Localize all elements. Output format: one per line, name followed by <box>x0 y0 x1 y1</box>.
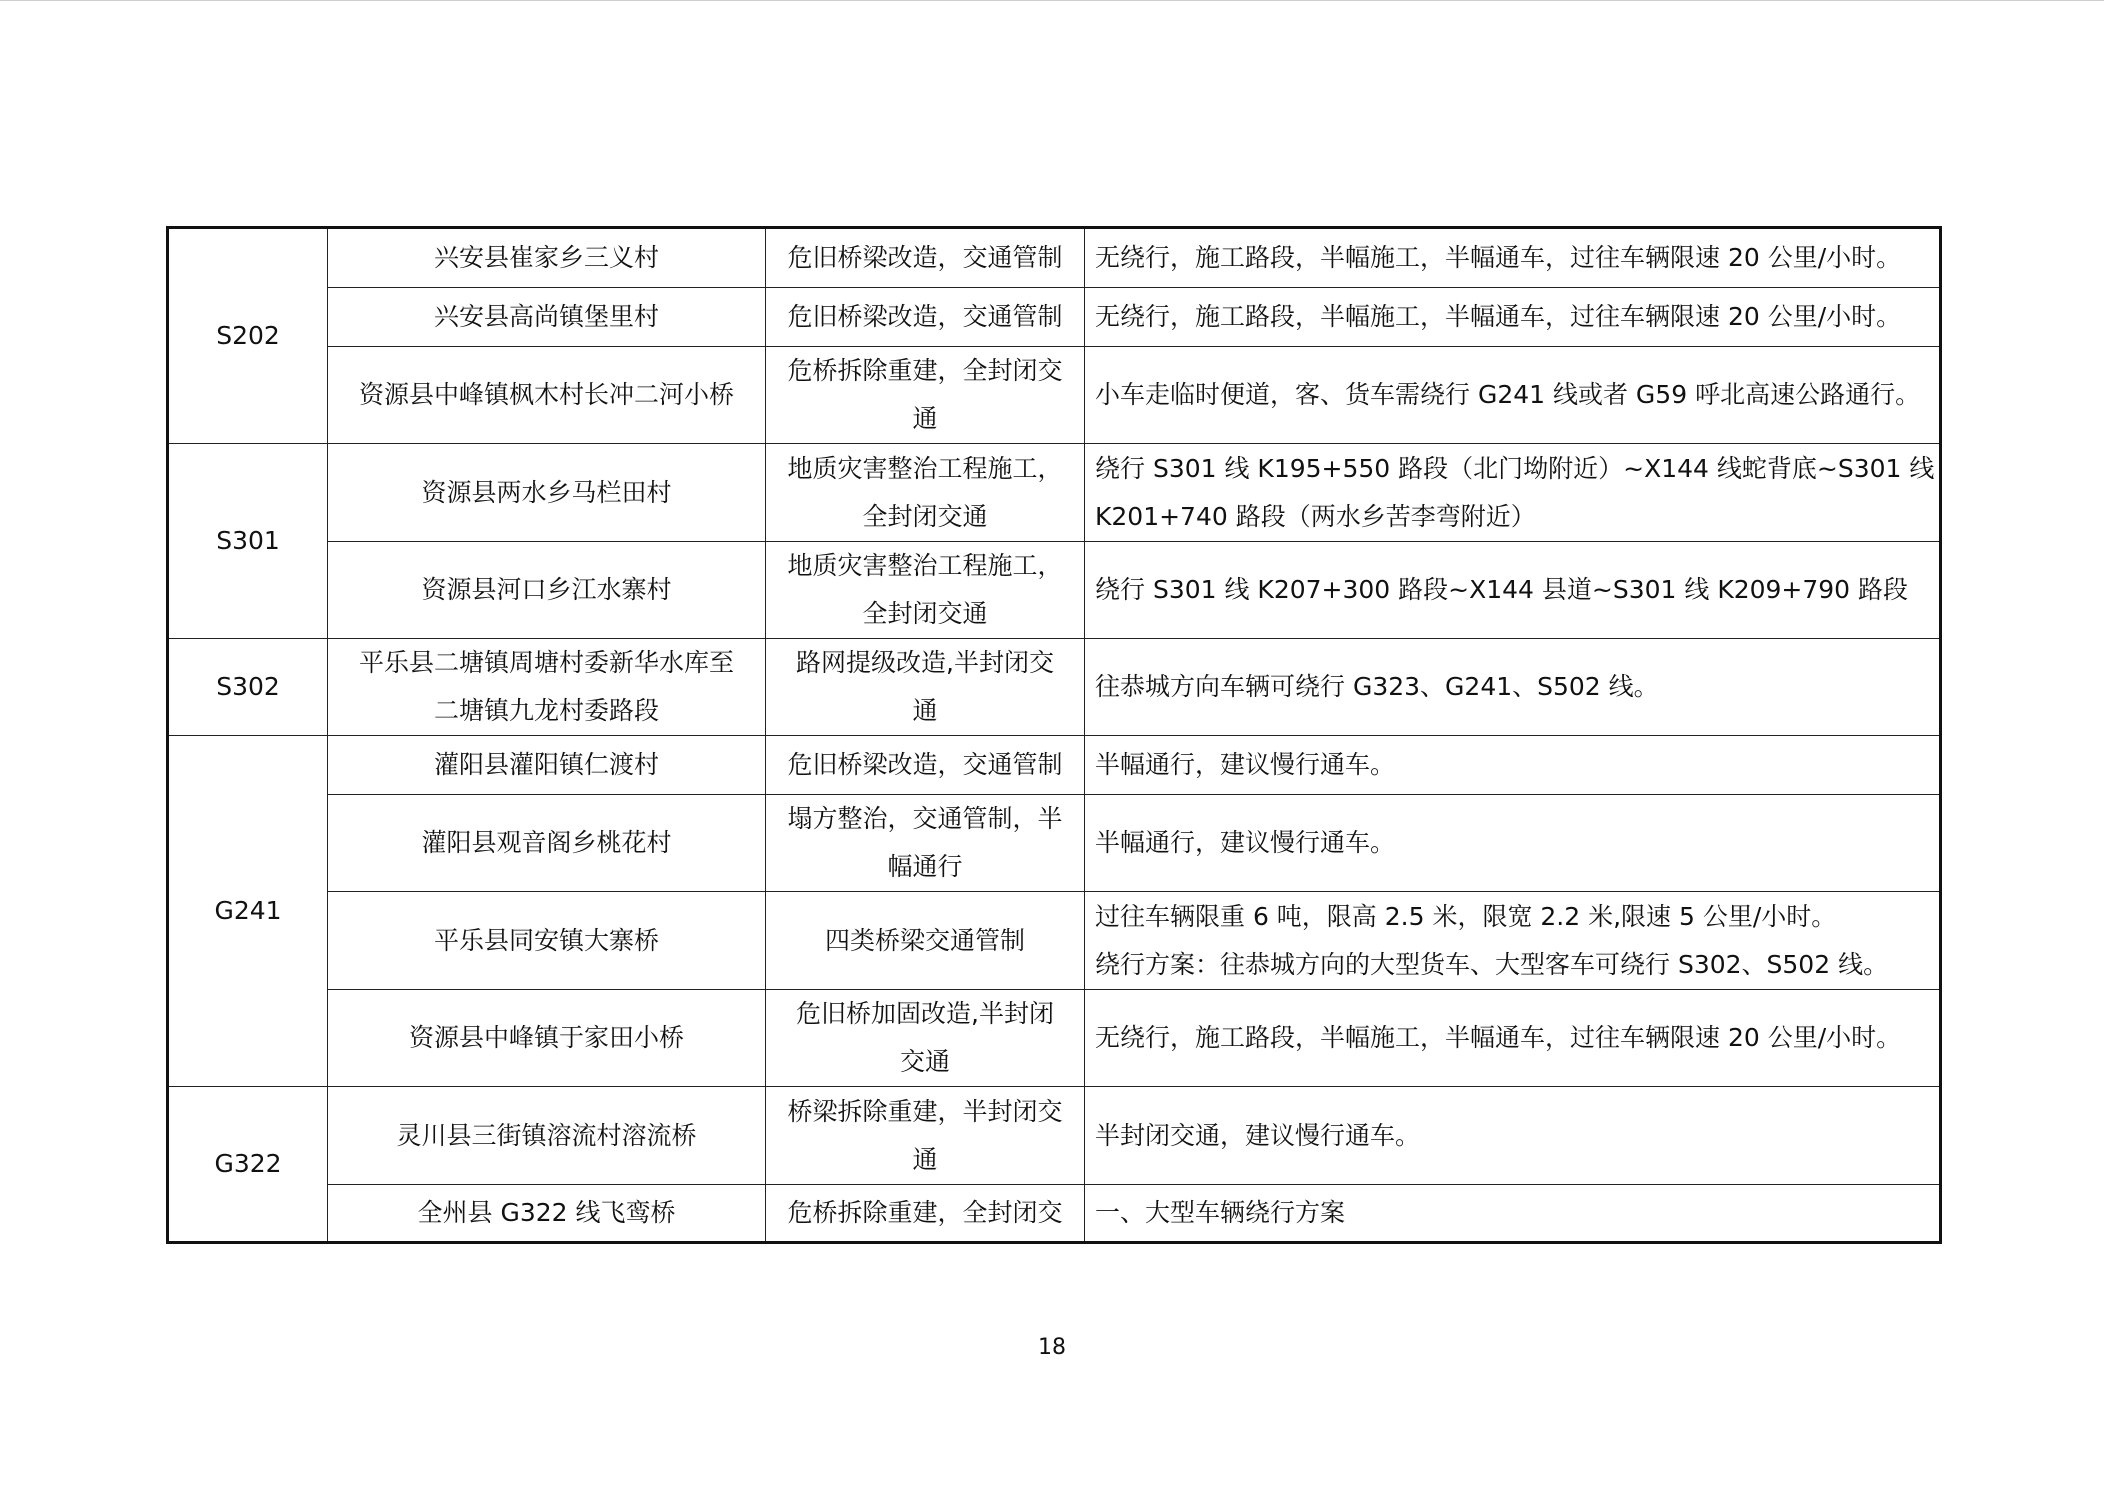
location-cell <box>328 288 766 347</box>
cell-text-line: 全封闭交通 <box>862 599 988 628</box>
detour-plan-cell <box>1085 795 1941 892</box>
cell-text-line: 半幅通行，建议慢行通车。 <box>1095 828 1396 857</box>
cell-text-line: 桥梁拆除重建，半封闭交 <box>787 1096 1063 1126</box>
cell-text-line: 幅通行 <box>887 852 963 881</box>
road-code-cell: S202 <box>168 228 328 444</box>
cell-text-line: 通 <box>912 696 938 725</box>
work-type-cell <box>766 795 1085 892</box>
table-row <box>168 795 1941 892</box>
detour-plan-cell <box>1085 892 1941 990</box>
cell-text-line: 地质灾害整治工程施工， <box>787 551 1063 580</box>
work-type-cell <box>766 1087 1085 1185</box>
cell-text-line: 危桥拆除重建，全封闭交 <box>787 356 1063 385</box>
detour-plan-cell <box>1085 444 1941 542</box>
cell-text-line: 二塘镇九龙村委路段 <box>433 696 659 725</box>
cell-text-line: 灌阳县观音阁乡桃花村 <box>421 828 672 857</box>
cell-text-line: 危桥拆除重建，全封闭交 <box>787 1198 1063 1227</box>
detour-plan-cell <box>1085 990 1941 1087</box>
location-cell <box>328 795 766 892</box>
table-row <box>168 542 1941 639</box>
detour-plan-cell <box>1085 639 1941 736</box>
cell-text-line: 兴安县高尚镇堡里村 <box>433 302 659 331</box>
cell-text-line: 通 <box>912 1144 938 1174</box>
location-cell <box>328 892 766 990</box>
cell-text-line: 灌阳县灌阳镇仁渡村 <box>433 750 659 779</box>
cell-text-line: 地质灾害整治工程施工， <box>787 453 1063 483</box>
road-code-cell: G322 <box>168 1087 328 1243</box>
detour-plan-cell <box>1085 1185 1941 1243</box>
work-type-cell <box>766 736 1085 795</box>
work-type-cell <box>766 1185 1085 1243</box>
work-type-cell <box>766 228 1085 288</box>
work-type-cell <box>766 444 1085 542</box>
cell-text-line: 资源县两水乡马栏田村 <box>421 477 672 507</box>
detour-plan-cell <box>1085 1087 1941 1185</box>
cell-text-line: 往恭城方向车辆可绕行 G323、G241、S502 线。 <box>1095 672 1659 701</box>
cell-text-line: 无绕行，施工路段，半幅施工，半幅通车，过往车辆限速 20 公里/小时。 <box>1095 1023 1902 1052</box>
road-closure-table <box>166 226 1942 1244</box>
table-row <box>168 228 1941 288</box>
cell-text-line: 一、大型车辆绕行方案 <box>1095 1198 1346 1227</box>
cell-text-line: 全封闭交通 <box>862 501 988 531</box>
cell-text-line: 资源县中峰镇枫木村长冲二河小桥 <box>358 380 734 409</box>
location-cell <box>328 444 766 542</box>
location-cell <box>328 1087 766 1185</box>
cell-text-line: 无绕行，施工路段，半幅施工，半幅通车，过往车辆限速 20 公里/小时。 <box>1095 302 1902 331</box>
cell-text-line: 塌方整治，交通管制，半 <box>787 804 1063 833</box>
location-cell <box>328 990 766 1087</box>
road-code-cell: G241 <box>168 736 328 1087</box>
cell-text-line: 绕行 S301 线 K207+300 路段~X144 县道~S301 线 K209+790 路段 <box>1095 575 1909 604</box>
cell-text-line: 平乐县同安镇大寨桥 <box>433 925 659 955</box>
table-row <box>168 990 1941 1087</box>
cell-text-line: 绕行 S301 线 K195+550 路段（北门坳附近）~X144 线蛇背底~S301 线 <box>1095 453 1935 483</box>
cell-text-line: 无绕行，施工路段，半幅施工，半幅通车，过往车辆限速 20 公里/小时。 <box>1095 243 1902 272</box>
cell-text-line: 通 <box>912 404 938 433</box>
work-type-cell <box>766 990 1085 1087</box>
table-row <box>168 1087 1941 1185</box>
road-code-cell: S302 <box>168 639 328 736</box>
cell-text-line: 危旧桥梁改造，交通管制 <box>787 750 1063 779</box>
table-row <box>168 347 1941 444</box>
detour-plan-cell <box>1085 288 1941 347</box>
location-cell <box>328 347 766 444</box>
cell-text-line: 平乐县二塘镇周塘村委新华水库至 <box>358 648 734 677</box>
table-row <box>168 444 1941 542</box>
road-code-cell: S301 <box>168 444 328 639</box>
cell-text-line: 绕行方案：往恭城方向的大型货车、大型客车可绕行 S302、S502 线。 <box>1095 949 1889 979</box>
page-number: 18 <box>1038 1335 1066 1360</box>
cell-text-line: 小车走临时便道，客、货车需绕行 G241 线或者 G59 呼北高速公路通行。 <box>1095 380 1921 409</box>
detour-plan-cell <box>1085 347 1941 444</box>
detour-plan-cell <box>1085 542 1941 639</box>
location-cell <box>328 1185 766 1243</box>
location-cell <box>328 542 766 639</box>
cell-text-line: 过往车辆限重 6 吨，限高 2.5 米，限宽 2.2 米,限速 5 公里/小时。 <box>1095 901 1837 931</box>
location-cell <box>328 736 766 795</box>
cell-text-line: 灵川县三街镇溶流村溶流桥 <box>396 1120 697 1150</box>
work-type-cell <box>766 347 1085 444</box>
cell-text-line: K201+740 路段（两水乡苦李弯附近） <box>1095 501 1536 531</box>
cell-text-line: 危旧桥加固改造,半封闭 <box>796 999 1054 1028</box>
cell-text-line: 路网提级改造,半封闭交 <box>796 648 1054 677</box>
table-row <box>168 892 1941 990</box>
cell-text-line: 危旧桥梁改造，交通管制 <box>787 243 1063 272</box>
work-type-cell <box>766 639 1085 736</box>
cell-text-line: 资源县河口乡江水寨村 <box>421 575 672 604</box>
cell-text-line: 全州县 G322 线飞鸾桥 <box>417 1198 676 1227</box>
table-row <box>168 288 1941 347</box>
cell-text-line: 交通 <box>899 1047 950 1076</box>
table-row <box>168 1185 1941 1243</box>
table-row <box>168 639 1941 736</box>
work-type-cell <box>766 892 1085 990</box>
work-type-cell <box>766 288 1085 347</box>
cell-text-line: 四类桥梁交通管制 <box>824 925 1025 955</box>
cell-text-line: 半封闭交通，建议慢行通车。 <box>1095 1120 1421 1150</box>
work-type-cell <box>766 542 1085 639</box>
location-cell <box>328 228 766 288</box>
location-cell <box>328 639 766 736</box>
detour-plan-cell <box>1085 228 1941 288</box>
cell-text-line: 兴安县崔家乡三义村 <box>433 243 659 272</box>
cell-text-line: 半幅通行，建议慢行通车。 <box>1095 750 1396 779</box>
cell-text-line: 危旧桥梁改造，交通管制 <box>787 302 1063 331</box>
detour-plan-cell <box>1085 736 1941 795</box>
cell-text-line: 资源县中峰镇于家田小桥 <box>408 1023 684 1052</box>
page-top-edge <box>0 0 2104 1</box>
table-row <box>168 736 1941 795</box>
